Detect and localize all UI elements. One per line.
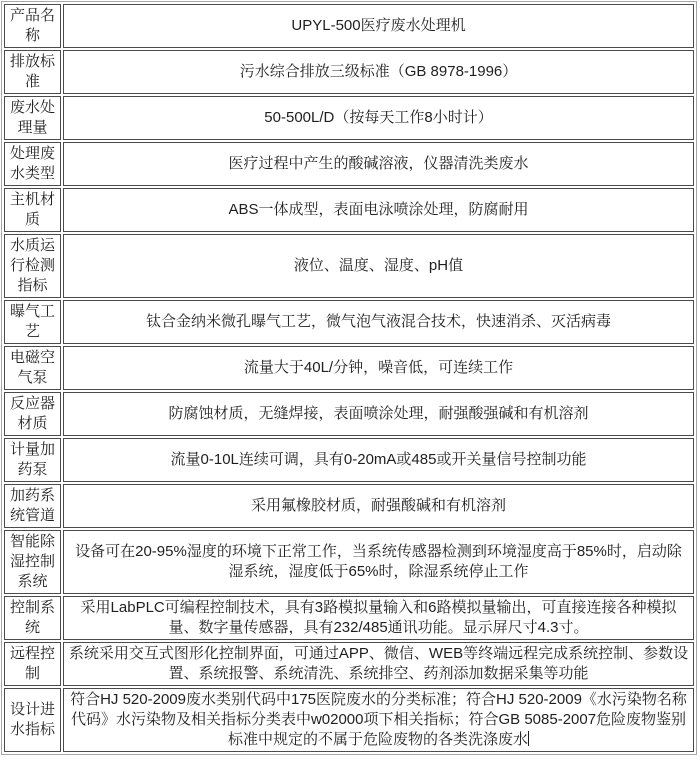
row-value-control-system: 采用LabPLC可编程控制技术，具有3路模拟量输入和6路模拟量输出，可直接连接各种模拟量、数字量传感器，具有232/485通讯功能。显示屏尺寸4.3寸。 (63, 596, 694, 640)
row-value-discharge-standard: 污水综合排放三级标准（GB 8978-1996） (63, 50, 694, 94)
row-value-aeration-process: 钛合金纳米微孔曝气工艺，微气泡气液混合技术，快速消杀、灭活病毒 (63, 300, 694, 344)
row-value-product-name: UPYL-500医疗废水处理机 (63, 4, 694, 48)
table-row (4, 642, 694, 686)
text-caret (528, 731, 529, 746)
row-label-dosing-pump: 计量加药泵 (4, 438, 61, 482)
row-label-wastewater-type: 处理废水类型 (4, 142, 61, 186)
row-label-product-name: 产品名称 (4, 4, 61, 48)
row-value-treatment-capacity: 50-500L/D（按每天工作8小时计） (63, 96, 694, 140)
row-label-aeration-process: 曝气工艺 (4, 300, 61, 344)
row-label-design-inlet-indicators: 设计进水指标 (4, 688, 61, 752)
row-value-host-material: ABS一体成型，表面电泳喷涂处理，防腐耐用 (63, 188, 694, 232)
table-row (4, 596, 694, 640)
table-row (4, 188, 694, 232)
table-row (4, 484, 694, 528)
spec-table (1, 1, 697, 755)
row-value-dosing-pump: 流量0-10L连续可调，具有0-20mA或485或开关量信号控制功能 (63, 438, 694, 482)
row-value-design-inlet-indicators (63, 688, 694, 752)
table-row (4, 234, 694, 298)
row-value-monitoring-indicators: 液位、温度、湿度、pH值 (63, 234, 694, 298)
row-label-air-pump: 电磁空气泵 (4, 346, 61, 390)
table-row (4, 4, 694, 48)
row-label-control-system: 控制系统 (4, 596, 61, 640)
row-label-monitoring-indicators: 水质运行检测指标 (4, 234, 61, 298)
row-label-host-material: 主机材质 (4, 188, 61, 232)
row-label-dosing-pipeline: 加药系统管道 (4, 484, 61, 528)
table-row (4, 300, 694, 344)
row-label-remote-control: 远程控制 (4, 642, 61, 686)
row-label-dehumidify-system: 智能除湿控制系统 (4, 530, 61, 594)
table-row (4, 50, 694, 94)
table-row (4, 530, 694, 594)
table-row (4, 346, 694, 390)
table-row (4, 392, 694, 436)
row-value-dosing-pipeline: 采用氟橡胶材质，耐强酸碱和有机溶剂 (63, 484, 694, 528)
row-label-discharge-standard: 排放标准 (4, 50, 61, 94)
row-value-remote-control: 系统采用交互式图形化控制界面，可通过APP、微信、WEB等终端远程完成系统控制、参数设置、系统报警、系统清洗、系统排空、药剂添加数据采集等功能 (63, 642, 694, 686)
row-label-reactor-material: 反应器材质 (4, 392, 61, 436)
table-row (4, 142, 694, 186)
row-value-reactor-material: 防腐蚀材质，无缝焊接，表面喷涂处理，耐强酸强碱和有机溶剂 (63, 392, 694, 436)
row-value-dehumidify-system: 设备可在20-95%湿度的环境下正常工作，当系统传感器检测到环境湿度高于85%时，启动除湿系统，湿度低于65%时，除湿系统停止工作 (63, 530, 694, 594)
table-row (4, 688, 694, 752)
table-row (4, 438, 694, 482)
row-label-treatment-capacity: 废水处理量 (4, 96, 61, 140)
design-inlet-indicators-text: 符合HJ 520-2009废水类别代码中175医院废水的分类标准；符合HJ 520-2009《水污染物名称代码》水污染物及相关指标分类表中w02000项下相关指标；符合GB 5085-2007危险废物鉴别标准中规定的不属于危险废物的各类洗涤废水 (70, 691, 687, 748)
table-row (4, 96, 694, 140)
row-value-air-pump: 流量大于40L/分钟，噪音低，可连续工作 (63, 346, 694, 390)
row-value-wastewater-type: 医疗过程中产生的酸碱溶液，仪器清洗类废水 (63, 142, 694, 186)
